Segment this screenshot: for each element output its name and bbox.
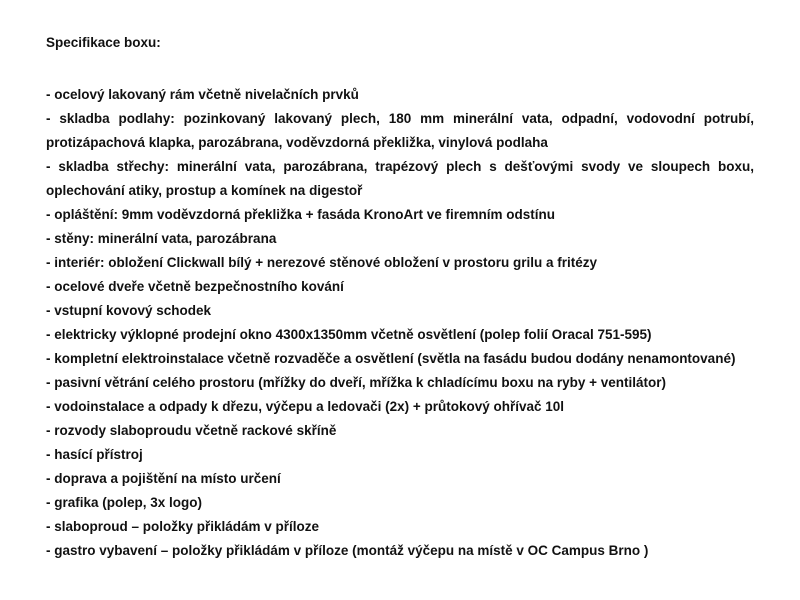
spec-item-transport: - doprava a pojištění na místo určení — [46, 471, 281, 486]
spec-item-walls: - stěny: minerální vata, parozábrana — [46, 231, 277, 246]
spec-item-cladding: - opláštění: 9mm voděvzdorná překližka + fasáda KronoArt ve firemním odstínu — [46, 207, 555, 222]
spec-item-roof: - skladba střechy: minerální vata, parozábrana, trapézový plech s dešťovými svody ve sloupech boxu, oplechování atiky, prostup a komínek na digestoř — [46, 159, 754, 198]
spec-item-window: - elektricky výklopné prodejní okno 4300x1350mm včetně osvětlení (polep folií Oracal 751-595) — [46, 327, 652, 342]
spec-item-low-voltage: - slaboproud – položky přikládám v příloze — [46, 519, 320, 534]
spec-item-gastro: - gastro vybavení – položky přikládám v příloze (montáž výčepu na místě v OC Campus Brno ) — [46, 543, 649, 558]
spec-item-plumbing: - vodoinstalace a odpady k dřezu, výčepu a ledovači (2x) + průtokový ohřívač 10l — [46, 399, 565, 414]
spec-item-floor: - skladba podlahy: pozinkovaný lakovaný plech, 180 mm minerální vata, odpadní, vodovodní potrubí, protizápachová klapka, parozábrana, voděvzdorná překližka, vinylová podlaha — [46, 111, 754, 150]
spec-item-extinguisher: - hasící přístroj — [46, 447, 143, 462]
spec-item-interior: - interiér: obložení Clickwall bílý + nerezové stěnové obložení v prostoru grilu a fritézy — [46, 255, 597, 270]
spec-item-graphics: - grafika (polep, 3x logo) — [46, 495, 203, 510]
spec-item-electrical: - kompletní elektroinstalace včetně rozvaděče a osvětlení (světla na fasádu budou dodány nenamontované) — [46, 351, 736, 366]
document-page — [46, 33, 754, 563]
spec-item-step: - vstupní kovový schodek — [46, 303, 212, 318]
document-heading: Specifikace boxu: — [46, 35, 161, 50]
spec-item-low-voltage-wiring: - rozvody slaboproudu včetně rackové skříně — [46, 423, 337, 438]
spec-item-frame: - ocelový lakovaný rám včetně nivelačních prvků — [46, 87, 359, 102]
specification-list — [46, 83, 754, 563]
spec-item-door: - ocelové dveře včetně bezpečnostního kování — [46, 279, 344, 294]
spec-item-ventilation: - pasivní větrání celého prostoru (mřížky do dveří, mřížka k chladícímu boxu na ryby + ventilátor) — [46, 375, 667, 390]
